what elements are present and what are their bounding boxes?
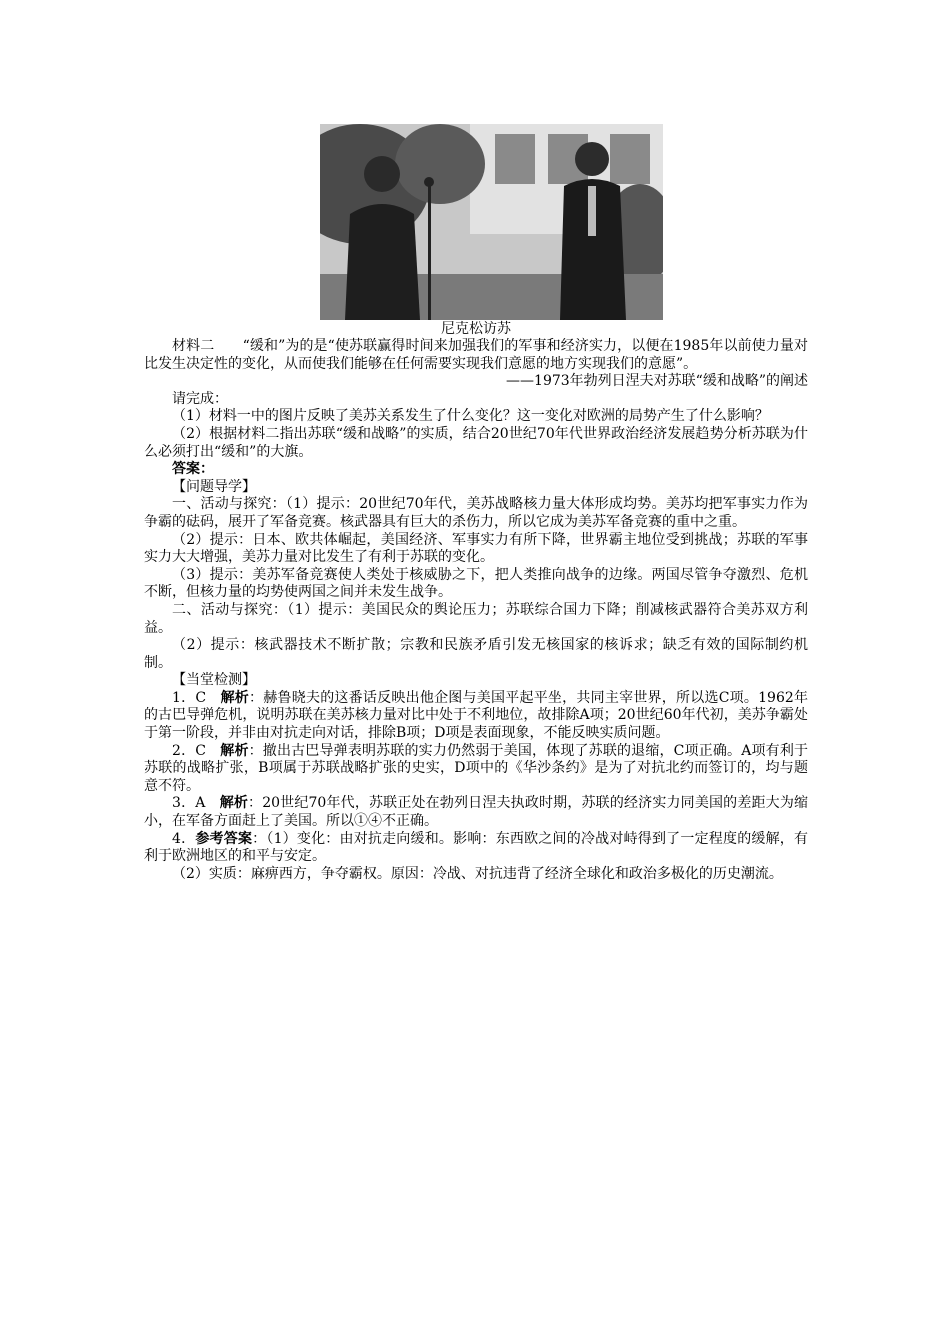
section-heading-check: 【当堂检测】 — [172, 672, 256, 689]
check-item-2: 2．C 解析：撤出古巴导弹表明苏联的实力仍然弱于美国，体现了苏联的退缩，C项正确。A项有利于苏联的战略扩张，B项属于苏联战略扩张的史实，D项中的《华沙条约》是为了对抗北约而签订的，均与题意不符。 — [144, 742, 809, 794]
material-2-source: ——1973年勃列日涅夫对苏联“缓和战略”的阐述 — [506, 373, 808, 390]
check-item-4: 4．参考答案：（1）变化：由对抗走向缓和。影响：东西欧之间的冷战对峙得到了一定程度的缓解，有利于欧洲地区的和平与安定。 — [144, 830, 809, 865]
answer-item: （2）提示：日本、欧共体崛起，美国经济、军事实力有所下降，世界霸主地位受到挑战；苏联的军事实力大大增强，美苏力量对比发生了有利于苏联的变化。 — [144, 531, 808, 566]
answer-item: 一、活动与探究：（1）提示：20世纪70年代，美苏战略核力量大体形成均势。美苏均把军事实力作为争霸的砝码，展开了军备竞赛。核武器具有巨大的杀伤力，所以它成为美苏军备竞赛的重中之重。 — [144, 496, 808, 530]
section-heading-guide: 【问题导学】 — [172, 478, 256, 495]
material-2-text: “缓和”为的是“使苏联赢得时间来加强我们的军事和经济实力，以便在1985年以前使力量对比发生决定性的变化，从而使我们能够在任何需要实现我们意愿的地方实现我们的意愿”。 — [144, 338, 809, 372]
question-2: （2）根据材料二指出苏联“缓和战略”的实质，结合20世纪70年代世界政治经济发展趋势分析苏联为什么必须打出“缓和”的大旗。 — [144, 425, 808, 460]
photo-caption: 尼克松访苏 — [441, 321, 511, 337]
answer-item: 二、活动与探究：（1）提示：美国民众的舆论压力；苏联综合国力下降；削减核武器符合美苏双方利益。 — [144, 601, 808, 636]
material-2 — [144, 338, 808, 373]
question-1: （1）材料一中的图片反映了美苏关系发生了什么变化？这一变化对欧洲的局势产生了什么影响？ — [172, 408, 769, 425]
document-page — [144, 124, 808, 883]
check-item-1: 1．C 解析：赫鲁晓夫的这番话反映出他企图与美国平起平坐，共同主宰世界，所以选C项。1962年的古巴导弹危机，说明苏联在美苏核力量对比中处于不利地位，故排除A项；20世纪60年代初，美苏争霸处于第一阶段，并非由对抗走向对话，排除B项；D项是表面现象，不能反映实质问题。 — [144, 689, 809, 742]
historical-photo — [320, 124, 663, 320]
prompt: 请完成： — [172, 390, 228, 407]
material-2-label: 材料二 — [172, 338, 215, 354]
check-item-3: 3．A 解析：20世纪70年代，苏联正处在勃列日涅夫执政时期，苏联的经济实力同美国的差距大为缩小，在军备方面赶上了美国。所以①④不正确。 — [144, 795, 808, 830]
answer-item: （2）提示：核武器技术不断扩散；宗教和民族矛盾引发无核国家的核诉求；缺乏有效的国际制约机制。 — [144, 637, 808, 671]
check-item-4b: （2）实质：麻痹西方，争夺霸权。原因：冷战、对抗违背了经济全球化和政治多极化的历史潮流。 — [172, 865, 783, 882]
answer-item: （3）提示：美苏军备竞赛使人类处于核威胁之下，把人类推向战争的边缘。两国尽管争夺激烈、危机不断，但核力量的均势使两国之间并未发生战争。 — [144, 566, 808, 601]
answers-heading: 答案： — [172, 461, 214, 478]
